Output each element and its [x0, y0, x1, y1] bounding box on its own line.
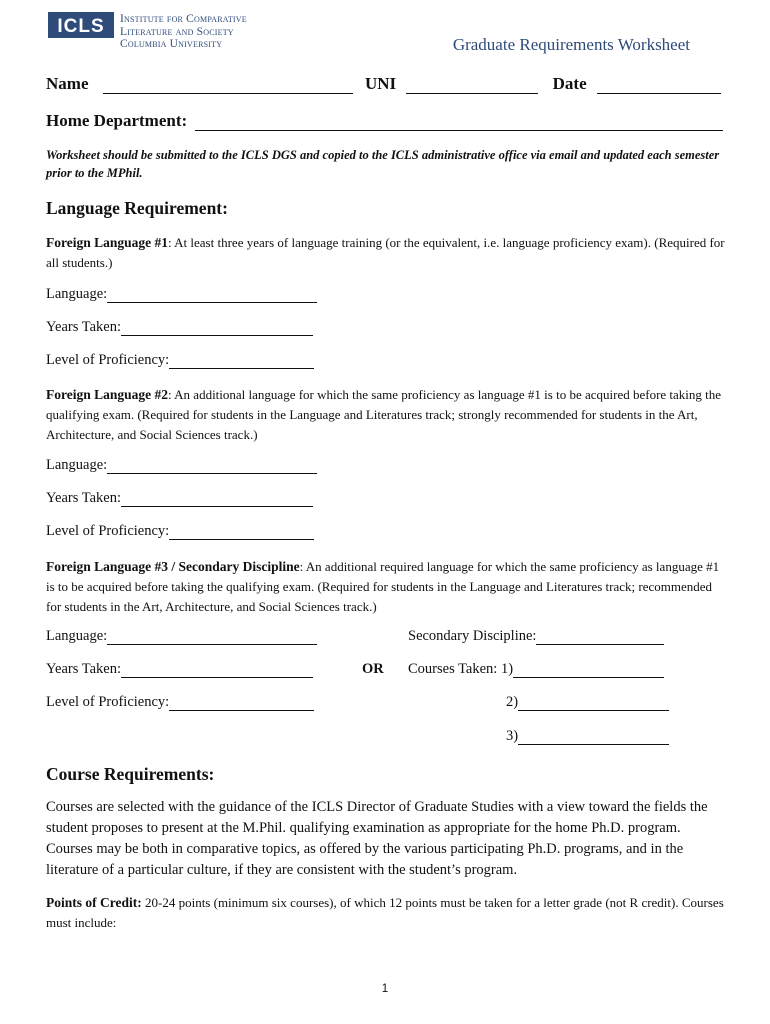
institute-name [120, 13, 247, 51]
fl3-language-field[interactable] [107, 629, 317, 645]
courses-taken-2-row [506, 694, 669, 711]
fl3-years-label: Years Taken: [46, 661, 121, 677]
fl3-years-field[interactable] [121, 662, 313, 678]
foreign-language-2-text: : An additional language for which the same proficiency as language #1 is to be acquired before taking the qualifying exam. (Required for students in the Language and Literatures track; strongly recommended for students in the Art, Architecture, and Social Sciences track.) [46, 387, 722, 442]
foreign-language-3-title: Foreign Language #3 / Secondary Discipline [46, 559, 300, 574]
courses-taken-1-field[interactable] [513, 662, 664, 678]
fl2-language-row [46, 457, 317, 474]
date-field[interactable] [597, 77, 721, 94]
course-requirements-text: Courses are selected with the guidance of the ICLS Director of Graduate Studies with a view toward the fields the student proposes to present at the M.Phil. qualifying examination as appropriate for the home Ph.D. program. Courses may be both in comparative topics, as offered by the various participating Ph.D. programs, and in the literature of a particular culture, if they are consistent with the student’s program. [46, 799, 708, 878]
foreign-language-3-text: : An additional required language for which the same proficiency as language #1 is to be acquired before taking the qualifying exam. (Required for students in the Language and Literatures track; recommended for students in the Art, Architecture, and Social Sciences track.) [46, 559, 720, 614]
points-of-credit [46, 893, 730, 933]
uni-label: UNI [364, 74, 397, 93]
fl1-level-field[interactable] [169, 353, 314, 369]
fl2-years-row [46, 490, 313, 507]
courses-taken-3-field[interactable] [518, 729, 669, 745]
fl3-level-field[interactable] [169, 695, 314, 711]
icls-logo [48, 12, 114, 38]
page-number: 1 [381, 983, 389, 995]
fl1-years-field[interactable] [121, 320, 313, 336]
fl2-level-row [46, 523, 314, 540]
secondary-discipline-field[interactable] [536, 629, 664, 645]
fl1-level-row [46, 352, 314, 369]
institute-name-line1: Institute for Comparative [120, 13, 247, 25]
icls-logo-mark [48, 12, 114, 38]
department-field[interactable] [195, 114, 723, 131]
language-requirement-heading: Language Requirement: [46, 198, 228, 218]
course-requirements-heading: Course Requirements: [46, 764, 215, 784]
fl1-language-field[interactable] [107, 287, 317, 303]
name-field[interactable] [103, 77, 353, 94]
submission-instructions: Worksheet should be submitted to the ICLS DGS and copied to the ICLS administrative office via email and updated each semester prior to the MPhil. [46, 148, 720, 180]
date-label: Date [552, 74, 587, 93]
foreign-language-2-title: Foreign Language #2 [46, 387, 169, 402]
courses-taken-2-label: 2) [506, 694, 519, 710]
fl2-years-field[interactable] [121, 491, 313, 507]
svg-text:ICLS: ICLS [57, 16, 105, 37]
header-row [46, 74, 721, 94]
courses-taken-2-field[interactable] [518, 695, 669, 711]
secondary-discipline-row [408, 628, 664, 645]
courses-taken-3-row [506, 728, 669, 745]
department-label: Home Department: [46, 111, 188, 130]
fl2-level-label: Level of Proficiency: [46, 523, 170, 539]
points-of-credit-text: 20-24 points (minimum six courses), of which 12 points must be taken for a letter grade (not R credit). Courses must include: [46, 895, 724, 930]
fl3-level-row [46, 694, 314, 711]
name-label: Name [46, 74, 89, 93]
fl2-language-field[interactable] [107, 458, 317, 474]
fl1-years-label: Years Taken: [46, 319, 121, 335]
fl3-level-label: Level of Proficiency: [46, 694, 170, 710]
foreign-language-3-description [46, 557, 726, 617]
courses-taken-1-row [408, 661, 664, 678]
fl2-years-label: Years Taken: [46, 490, 121, 506]
points-of-credit-label: Points of Credit: [46, 895, 142, 910]
fl1-years-row [46, 319, 313, 336]
fl1-level-label: Level of Proficiency: [46, 352, 170, 368]
foreign-language-1-title: Foreign Language #1 [46, 235, 169, 250]
uni-field[interactable] [406, 77, 538, 94]
fl2-language-label: Language: [46, 457, 108, 473]
fl1-language-row [46, 286, 317, 303]
fl3-language-row [46, 628, 317, 645]
fl3-language-label: Language: [46, 628, 108, 644]
fl1-language-label: Language: [46, 286, 108, 302]
foreign-language-2-description [46, 385, 730, 445]
fl2-level-field[interactable] [169, 524, 314, 540]
or-label: OR [362, 661, 384, 677]
worksheet-title: Graduate Requirements Worksheet [452, 35, 690, 54]
courses-taken-3-label: 3) [506, 728, 519, 744]
institute-name-line3: Columbia University [120, 38, 223, 50]
courses-taken-1-label: Courses Taken: 1) [408, 661, 514, 677]
foreign-language-1-description [46, 233, 726, 273]
fl3-years-row [46, 661, 313, 678]
secondary-discipline-label: Secondary Discipline: [408, 628, 537, 644]
foreign-language-1-text: : At least three years of language training (or the equivalent, i.e. language proficiency exam). (Required for all students.) [46, 235, 725, 270]
department-row [46, 111, 723, 131]
institute-name-line2: Literature and Society [120, 25, 234, 38]
